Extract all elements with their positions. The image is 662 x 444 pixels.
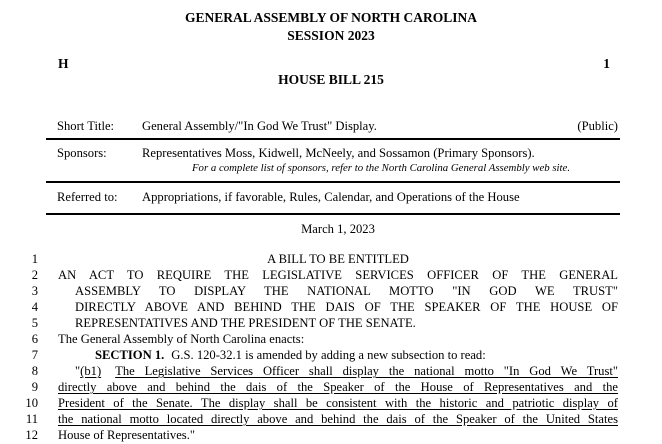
- line-text: DIRECTLY ABOVE AND BEHIND THE DAIS OF THE SPEAKER OF THE HOUSE OF: [75, 300, 618, 314]
- referred-to-value: Appropriations, if favorable, Rules, Calendar, and Operations of the House: [142, 190, 520, 204]
- bill-info-table: [46, 112, 620, 215]
- line-number: 7: [31, 348, 38, 362]
- sponsors-label: Sponsors:: [57, 146, 107, 160]
- line-number: 9: [31, 380, 38, 394]
- line-number: 8: [31, 364, 38, 378]
- bill-line: [0, 347, 618, 363]
- bill-body: [0, 251, 618, 443]
- bill-line: [0, 363, 618, 379]
- session-title: SESSION 2023: [287, 28, 375, 43]
- line-text: [58, 379, 618, 395]
- bill-line: [0, 315, 618, 331]
- line-text: [58, 411, 618, 427]
- referred-to-row: [46, 183, 620, 215]
- bill-date: March 1, 2023: [301, 222, 375, 236]
- line-text: REPRESENTATIVES AND THE PRESIDENT OF THE SENATE.: [75, 316, 416, 330]
- new-text: directly above and behind the dais of the Speaker of the House of Representatives and the: [58, 380, 618, 394]
- bill-line: [0, 299, 618, 315]
- bill-line: [0, 283, 618, 299]
- chamber-letter: H: [58, 56, 69, 71]
- line-text: A BILL TO BE ENTITLED: [267, 252, 409, 266]
- line-number: 2: [31, 268, 38, 282]
- line-number: 4: [31, 300, 38, 314]
- bill-title: HOUSE BILL 215: [278, 72, 384, 87]
- edition-number: 1: [603, 56, 610, 71]
- short-title-value: General Assembly/"In God We Trust" Display.: [142, 119, 377, 133]
- line-text: ASSEMBLY TO DISPLAY THE NATIONAL MOTTO "IN GOD WE TRUST": [75, 284, 618, 298]
- line-number: 10: [25, 396, 38, 410]
- line-number: 5: [31, 316, 38, 330]
- bill-line: [0, 331, 618, 347]
- subsection-label: (b1): [80, 364, 102, 378]
- sponsors-row: [46, 140, 620, 183]
- new-text: The Legislative Services Officer shall display the national motto "In God We Trust": [115, 364, 618, 378]
- short-title-label: Short Title:: [57, 119, 115, 133]
- short-title-row: [46, 112, 620, 140]
- bill-line: [0, 411, 618, 427]
- line-number: 6: [31, 332, 38, 346]
- bill-line: [0, 251, 618, 267]
- line-text: The General Assembly of North Carolina enacts:: [58, 332, 305, 346]
- line-number: 1: [31, 252, 38, 266]
- line-number: 11: [25, 412, 38, 426]
- line-text: House of Representatives.": [58, 428, 195, 442]
- bill-header: [0, 0, 662, 88]
- public-tag: (Public): [577, 119, 618, 133]
- section-text: G.S. 120-32.1 is amended by adding a new subsection to read:: [171, 348, 486, 362]
- line-text: [58, 363, 618, 379]
- sponsors-note: For a complete list of sponsors, refer to the North Carolina General Assembly web site.: [191, 162, 571, 174]
- new-text: President of the Senate. The display shall be consistent with the historic and patriotic display of: [58, 396, 618, 410]
- line-text: [58, 347, 618, 363]
- assembly-title: GENERAL ASSEMBLY OF NORTH CAROLINA: [184, 10, 478, 25]
- referred-to-label: Referred to:: [57, 190, 118, 204]
- bill-line: [0, 395, 618, 411]
- line-text: AN ACT TO REQUIRE THE LEGISLATIVE SERVICES OFFICER OF THE GENERAL: [58, 268, 618, 282]
- sponsors-names: Representatives Moss, Kidwell, McNeely, and Sossamon (Primary Sponsors).: [142, 146, 535, 160]
- quote-prefix: ": [75, 364, 81, 378]
- bill-line: [0, 267, 618, 283]
- section-label: SECTION 1.: [95, 348, 165, 362]
- bill-line: [0, 379, 618, 395]
- line-text: [58, 395, 618, 411]
- line-number: 12: [25, 428, 38, 442]
- bill-line: [0, 427, 618, 443]
- line-number: 3: [31, 284, 38, 298]
- sponsors-value: [142, 145, 620, 175]
- chamber-edition-row: [58, 56, 610, 72]
- new-text: the national motto located directly above and behind the dais of the Speaker of the United States: [58, 412, 618, 426]
